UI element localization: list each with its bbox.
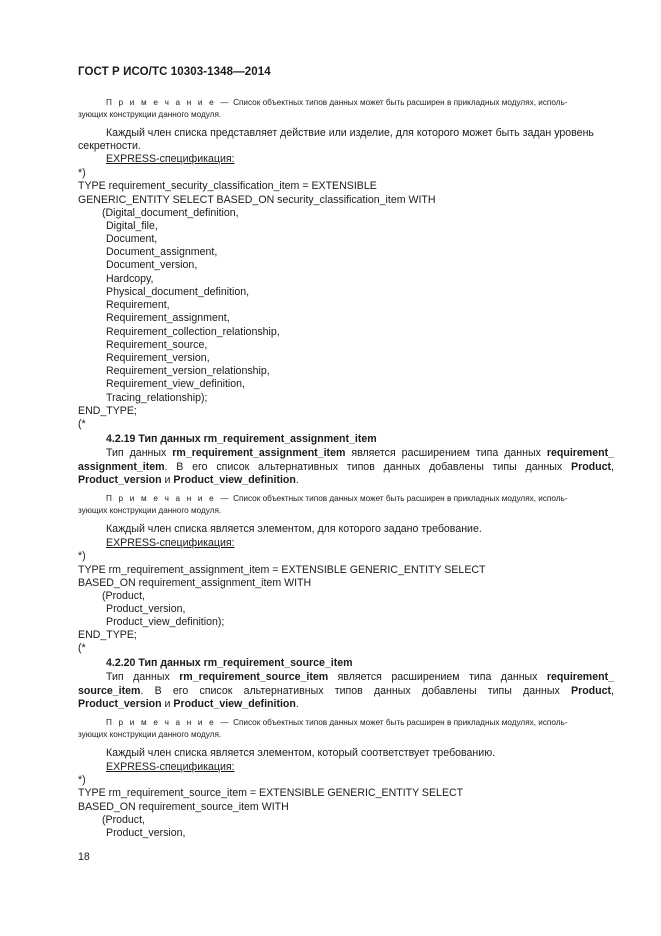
- type-name: requirement_: [546, 671, 615, 683]
- code-line: Requirement_version,: [106, 352, 210, 364]
- code-line: Requirement,: [106, 299, 170, 311]
- code-line: Requirement_assignment,: [106, 312, 230, 324]
- text: .: [295, 698, 299, 710]
- type-name: rm_requirement_assignment_item: [172, 447, 346, 459]
- type-name: Product_version: [78, 474, 162, 486]
- code-line: TYPE rm_requirement_assignment_item = EXTENSIBLE GENERIC_ENTITY SELECT: [78, 564, 486, 576]
- comment-open: (*: [78, 418, 86, 430]
- code-line: (Product,: [102, 814, 145, 826]
- code-line: END_TYPE;: [78, 405, 137, 417]
- page-number: 18: [78, 851, 90, 863]
- code-line: (Digital_document_definition,: [102, 207, 239, 219]
- code-line: Document_version,: [106, 259, 198, 271]
- document-header: ГОСТ Р ИСО/ТС 10303-1348—2014: [78, 66, 271, 78]
- note-text: Список объектных типов данных может быть расширен в прикладных модулях, исполь-: [233, 718, 568, 727]
- code-line: Requirement_collection_relationship,: [106, 326, 280, 338]
- code-line: GENERIC_ENTITY SELECT BASED_ON security_classification_item WITH: [78, 194, 436, 206]
- paragraph: [78, 461, 614, 474]
- code-line: Product_version,: [106, 603, 186, 615]
- code-line: Digital_file,: [106, 220, 158, 232]
- paragraph: [78, 698, 299, 711]
- note-label: П р и м е ч а н и е —: [106, 98, 231, 107]
- comment-open: (*: [78, 642, 86, 654]
- type-name: source_item: [78, 685, 141, 697]
- code-line: TYPE requirement_security_classification_item = EXTENSIBLE: [78, 180, 377, 192]
- type-name: assignment_item: [78, 461, 165, 473]
- text: ,: [611, 685, 614, 697]
- text: . В его список альтернативных типов данных добавлены типы данных: [140, 685, 572, 697]
- paragraph: Каждый член списка является элементом, который соответствует требованию.: [106, 747, 496, 759]
- paragraph: Каждый член списка представляет действие или изделие, для которого может быть задан уровень: [106, 127, 594, 139]
- type-name: Product_view_definition: [173, 474, 296, 486]
- type-name: Product_view_definition: [173, 698, 296, 710]
- note-text: Список объектных типов данных может быть расширен в прикладных модулях, исполь-: [233, 98, 568, 107]
- text: Тип данных: [106, 671, 180, 683]
- note-line: [106, 493, 568, 505]
- code-line: Document,: [106, 233, 158, 245]
- paragraph: [78, 474, 299, 487]
- paragraph: секретности.: [78, 140, 141, 152]
- paragraph: Каждый член списка является элементом, для которого задано требование.: [106, 523, 482, 535]
- text: . В его список альтернативных типов данных добавлены типы данных: [164, 461, 572, 473]
- text: является расширением типа данных: [345, 447, 547, 459]
- comment-close: *): [78, 550, 86, 562]
- code-line: (Product,: [102, 590, 145, 602]
- type-name: Product: [571, 685, 612, 697]
- express-label: EXPRESS-спецификация:: [106, 153, 235, 165]
- code-line: Product_version,: [106, 827, 186, 839]
- text: .: [295, 474, 299, 486]
- section-heading: 4.2.20 Тип данных rm_requirement_source_item: [106, 657, 353, 669]
- note-text: Список объектных типов данных может быть расширен в прикладных модулях, исполь-: [233, 494, 568, 503]
- type-name: Product_version: [78, 698, 162, 710]
- note-label: П р и м е ч а н и е —: [106, 718, 231, 727]
- code-line: Physical_document_definition,: [106, 286, 250, 298]
- code-line: Hardcopy,: [106, 273, 154, 285]
- section-heading: 4.2.19 Тип данных rm_requirement_assignment_item: [106, 433, 377, 445]
- text: Тип данных: [106, 447, 173, 459]
- note-line: зующих конструкции данного модуля.: [78, 730, 222, 739]
- text: и: [161, 698, 174, 710]
- type-name: rm_requirement_source_item: [179, 671, 329, 683]
- note-line: [106, 97, 568, 109]
- code-line: BASED_ON requirement_source_item WITH: [78, 801, 289, 813]
- code-line: Tracing_relationship);: [106, 392, 208, 404]
- express-label: EXPRESS-спецификация:: [106, 537, 235, 549]
- code-line: Product_view_definition);: [106, 616, 225, 628]
- code-line: Requirement_version_relationship,: [106, 365, 270, 377]
- paragraph: [78, 671, 614, 684]
- text: и: [161, 474, 174, 486]
- paragraph: [78, 685, 614, 698]
- code-line: TYPE rm_requirement_source_item = EXTENSIBLE GENERIC_ENTITY SELECT: [78, 787, 464, 799]
- code-line: Requirement_view_definition,: [106, 378, 245, 390]
- code-line: END_TYPE;: [78, 629, 137, 641]
- type-name: requirement_: [546, 447, 614, 459]
- paragraph: [78, 447, 614, 460]
- comment-close: *): [78, 774, 86, 786]
- text: является расширением типа данных: [328, 671, 547, 683]
- code-line: BASED_ON requirement_assignment_item WITH: [78, 577, 312, 589]
- note-line: зующих конструкции данного модуля.: [78, 110, 222, 119]
- code-line: Requirement_source,: [106, 339, 208, 351]
- express-label: EXPRESS-спецификация:: [106, 761, 235, 773]
- note-label: П р и м е ч а н и е —: [106, 494, 231, 503]
- note-line: [106, 717, 568, 729]
- comment-close: *): [78, 167, 86, 179]
- type-name: Product: [571, 461, 612, 473]
- code-line: Document_assignment,: [106, 246, 218, 258]
- text: ,: [611, 461, 614, 473]
- note-line: зующих конструкции данного модуля.: [78, 506, 222, 515]
